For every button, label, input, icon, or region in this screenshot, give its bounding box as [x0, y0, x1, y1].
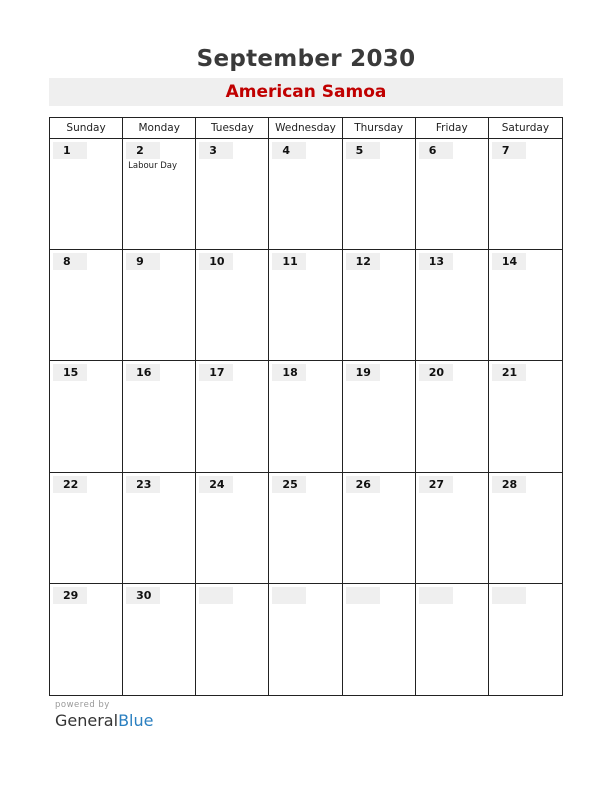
day-cell — [50, 361, 123, 472]
day-cell — [50, 250, 123, 361]
day-number: 24 — [199, 476, 233, 493]
day-number: 20 — [419, 364, 453, 381]
day-number: 6 — [419, 142, 453, 159]
day-cell — [269, 250, 342, 361]
day-cell — [269, 139, 342, 250]
day-cell — [196, 361, 269, 472]
day-cell — [416, 250, 489, 361]
brand-text-general: General — [55, 711, 119, 730]
day-cell — [489, 473, 562, 584]
weekday-header-friday: Friday — [416, 118, 489, 139]
day-cell — [123, 250, 196, 361]
day-cell — [343, 139, 416, 250]
day-number: 4 — [272, 142, 306, 159]
day-number: 14 — [492, 253, 526, 270]
day-cell — [343, 473, 416, 584]
day-cell — [50, 139, 123, 250]
day-cell — [50, 584, 123, 695]
day-cell — [196, 139, 269, 250]
day-number: 2 — [126, 142, 160, 159]
calendar-title: September 2030 — [196, 46, 416, 72]
day-number: 9 — [126, 253, 160, 270]
day-cell — [416, 473, 489, 584]
day-cell — [343, 361, 416, 472]
day-cell — [196, 250, 269, 361]
day-number: 1 — [53, 142, 87, 159]
day-number: 16 — [126, 364, 160, 381]
day-cell — [489, 139, 562, 250]
day-cell — [489, 361, 562, 472]
day-number: 17 — [199, 364, 233, 381]
brand-text-blue: Blue — [118, 711, 154, 730]
day-cell — [489, 250, 562, 361]
generalblue-logo[interactable] — [55, 711, 153, 730]
day-cell — [416, 584, 489, 695]
weekday-header-wednesday: Wednesday — [269, 118, 342, 139]
day-cell — [123, 473, 196, 584]
day-cell — [343, 250, 416, 361]
day-number — [492, 587, 526, 604]
day-cell — [269, 473, 342, 584]
footer-branding — [55, 700, 153, 730]
powered-by-label: powered by — [55, 700, 110, 710]
day-number — [419, 587, 453, 604]
day-number: 28 — [492, 476, 526, 493]
day-number: 19 — [346, 364, 380, 381]
day-number: 15 — [53, 364, 87, 381]
day-cell — [489, 584, 562, 695]
country-banner: American Samoa — [49, 78, 563, 106]
day-number: 25 — [272, 476, 306, 493]
day-number: 3 — [199, 142, 233, 159]
day-number: 8 — [53, 253, 87, 270]
day-cell — [343, 584, 416, 695]
day-cell — [269, 361, 342, 472]
day-number: 27 — [419, 476, 453, 493]
day-cell — [196, 584, 269, 695]
weekday-header-monday: Monday — [123, 118, 196, 139]
day-number: 26 — [346, 476, 380, 493]
day-number: 22 — [53, 476, 87, 493]
weekday-header-tuesday: Tuesday — [196, 118, 269, 139]
day-number — [199, 587, 233, 604]
day-number — [346, 587, 380, 604]
weekday-header-sunday: Sunday — [50, 118, 123, 139]
day-number: 21 — [492, 364, 526, 381]
day-number: 10 — [199, 253, 233, 270]
day-cell — [123, 584, 196, 695]
day-cell — [416, 139, 489, 250]
day-cell — [123, 139, 196, 250]
day-cell — [269, 584, 342, 695]
calendar-grid — [49, 117, 563, 696]
day-number: 18 — [272, 364, 306, 381]
day-number: 29 — [53, 587, 87, 604]
day-number: 7 — [492, 142, 526, 159]
day-cell — [123, 361, 196, 472]
holiday-label: Labour Day — [128, 161, 178, 171]
weekday-header-saturday: Saturday — [489, 118, 562, 139]
day-number: 23 — [126, 476, 160, 493]
day-number: 30 — [126, 587, 160, 604]
day-number — [272, 587, 306, 604]
weekday-header-thursday: Thursday — [343, 118, 416, 139]
day-number: 5 — [346, 142, 380, 159]
day-number: 13 — [419, 253, 453, 270]
day-number: 11 — [272, 253, 306, 270]
day-number: 12 — [346, 253, 380, 270]
day-cell — [196, 473, 269, 584]
day-cell — [50, 473, 123, 584]
day-cell — [416, 361, 489, 472]
